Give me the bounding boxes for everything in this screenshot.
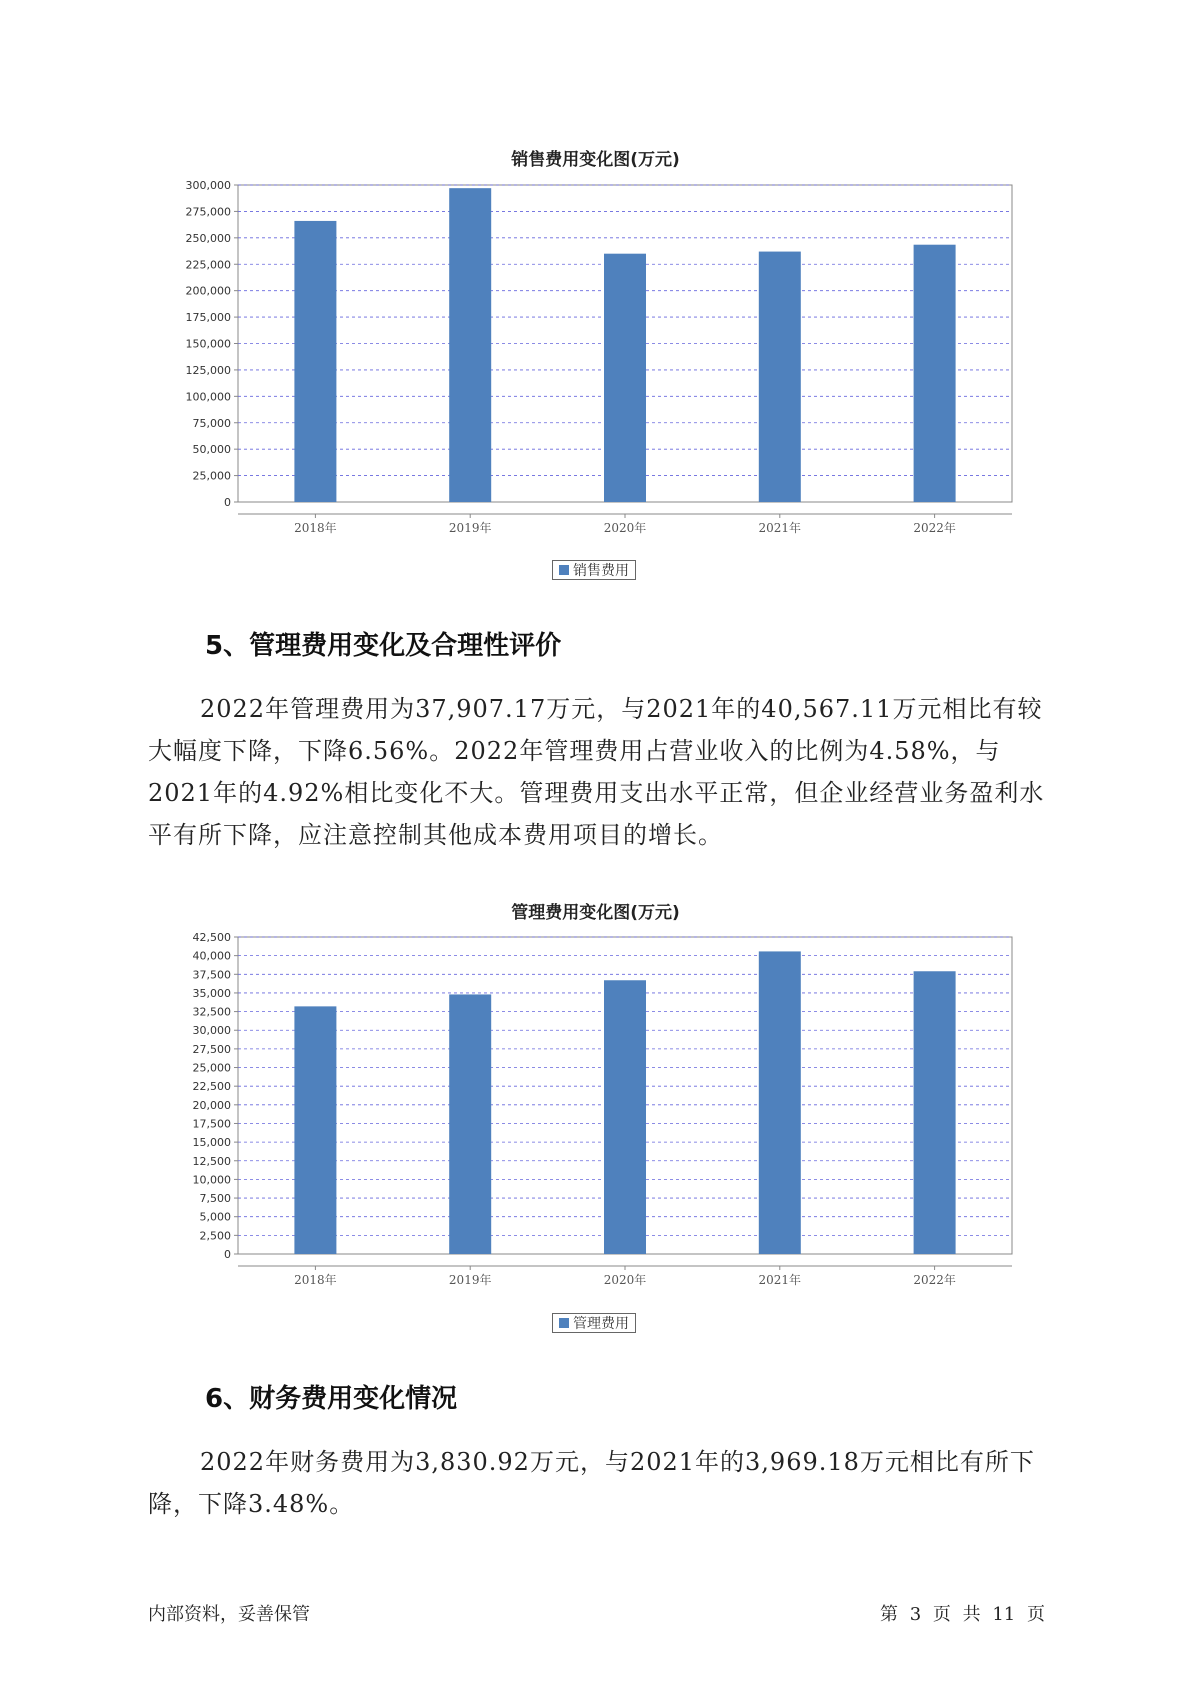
x-tick-label: 2022年 — [913, 521, 956, 535]
y-tick-label: 300,000 — [185, 179, 231, 192]
chart-mgmt — [150, 922, 1020, 1287]
x-tick-label: 2018年 — [294, 1273, 337, 1287]
chart-sales — [150, 170, 1020, 535]
y-tick-label: 25,000 — [192, 1061, 231, 1075]
y-tick-label: 2,500 — [199, 1229, 231, 1243]
y-tick-label: 250,000 — [185, 231, 231, 245]
bar-2021年 — [759, 951, 801, 1254]
y-tick-label: 0 — [224, 496, 231, 509]
x-tick-label: 2021年 — [758, 1273, 802, 1287]
bar-2022年 — [914, 245, 956, 502]
y-tick-label: 150,000 — [185, 337, 231, 351]
y-tick-label: 0 — [224, 1248, 231, 1261]
y-tick-label: 35,000 — [192, 986, 231, 1000]
x-tick-label: 2020年 — [603, 1273, 647, 1287]
y-tick-label: 75,000 — [192, 416, 231, 430]
y-tick-label: 22,500 — [192, 1080, 231, 1094]
y-tick-label: 10,000 — [192, 1173, 231, 1187]
y-tick-label: 5,000 — [199, 1210, 231, 1224]
bar-2020年 — [604, 254, 646, 502]
bar-2018年 — [294, 1006, 336, 1254]
heading-mgmt: 5、管理费用变化及合理性评价 — [205, 631, 562, 661]
footer-confidential: 内部资料，妥善保管 — [148, 1604, 310, 1625]
x-tick-label: 2019年 — [448, 1273, 492, 1287]
legend-mgmt — [552, 1313, 636, 1333]
y-tick-label: 40,000 — [192, 949, 231, 963]
footer-page-number: 第 3 页 共 11 页 — [880, 1604, 1045, 1625]
legend-label-mgmt: 管理费用 — [573, 1316, 629, 1332]
paragraph-fin: 2022年财务费用为3,830.92万元，与2021年的3,969.18万元相比有所下降，下降3.48%。 — [148, 1448, 1035, 1518]
y-tick-label: 42,500 — [192, 931, 231, 944]
legend-swatch-icon — [559, 1318, 569, 1328]
y-tick-label: 12,500 — [192, 1154, 231, 1168]
bar-2019年 — [449, 188, 491, 502]
y-tick-label: 175,000 — [185, 311, 231, 325]
heading-fin: 6、财务费用变化情况 — [205, 1384, 458, 1414]
chart-title-sales: 销售费用变化图(万元) — [511, 150, 680, 170]
y-tick-label: 32,500 — [192, 1005, 231, 1019]
paragraph-mgmt: 2022年管理费用为37,907.17万元，与2021年的40,567.11万元相比有较大幅度下降，下降6.56%。2022年管理费用占营业收入的比例为4.58%，与2021年的4.92%相比变化不大。管理费用支出水平正常，但企业经营业务盈利水平有所下降，应注意控制其他成本费用项目的增长。 — [148, 695, 1045, 849]
y-tick-label: 27,500 — [192, 1042, 231, 1056]
y-tick-label: 100,000 — [185, 390, 231, 404]
x-tick-label: 2018年 — [294, 521, 337, 535]
y-tick-label: 17,500 — [192, 1117, 231, 1131]
y-tick-label: 30,000 — [192, 1024, 231, 1038]
legend-label-sales: 销售费用 — [573, 563, 629, 579]
y-tick-label: 225,000 — [185, 258, 231, 272]
x-tick-label: 2020年 — [603, 521, 647, 535]
chart-title-mgmt: 管理费用变化图(万元) — [511, 903, 680, 923]
y-tick-label: 25,000 — [192, 469, 231, 483]
y-tick-label: 15,000 — [192, 1136, 231, 1150]
y-tick-label: 37,500 — [192, 968, 231, 982]
legend-swatch-icon — [559, 565, 569, 575]
y-tick-label: 125,000 — [185, 363, 231, 377]
x-tick-label: 2019年 — [448, 521, 492, 535]
bar-2022年 — [914, 971, 956, 1254]
bar-2020年 — [604, 980, 646, 1254]
y-tick-label: 200,000 — [185, 284, 231, 298]
bar-2021年 — [759, 252, 801, 502]
y-tick-label: 275,000 — [185, 205, 231, 219]
bar-2019年 — [449, 994, 491, 1254]
y-tick-label: 20,000 — [192, 1098, 231, 1112]
x-tick-label: 2022年 — [913, 1273, 956, 1287]
y-tick-label: 7,500 — [199, 1192, 231, 1206]
y-tick-label: 50,000 — [192, 443, 231, 457]
legend-sales — [552, 560, 636, 580]
bar-2018年 — [294, 221, 336, 502]
x-tick-label: 2021年 — [758, 521, 802, 535]
